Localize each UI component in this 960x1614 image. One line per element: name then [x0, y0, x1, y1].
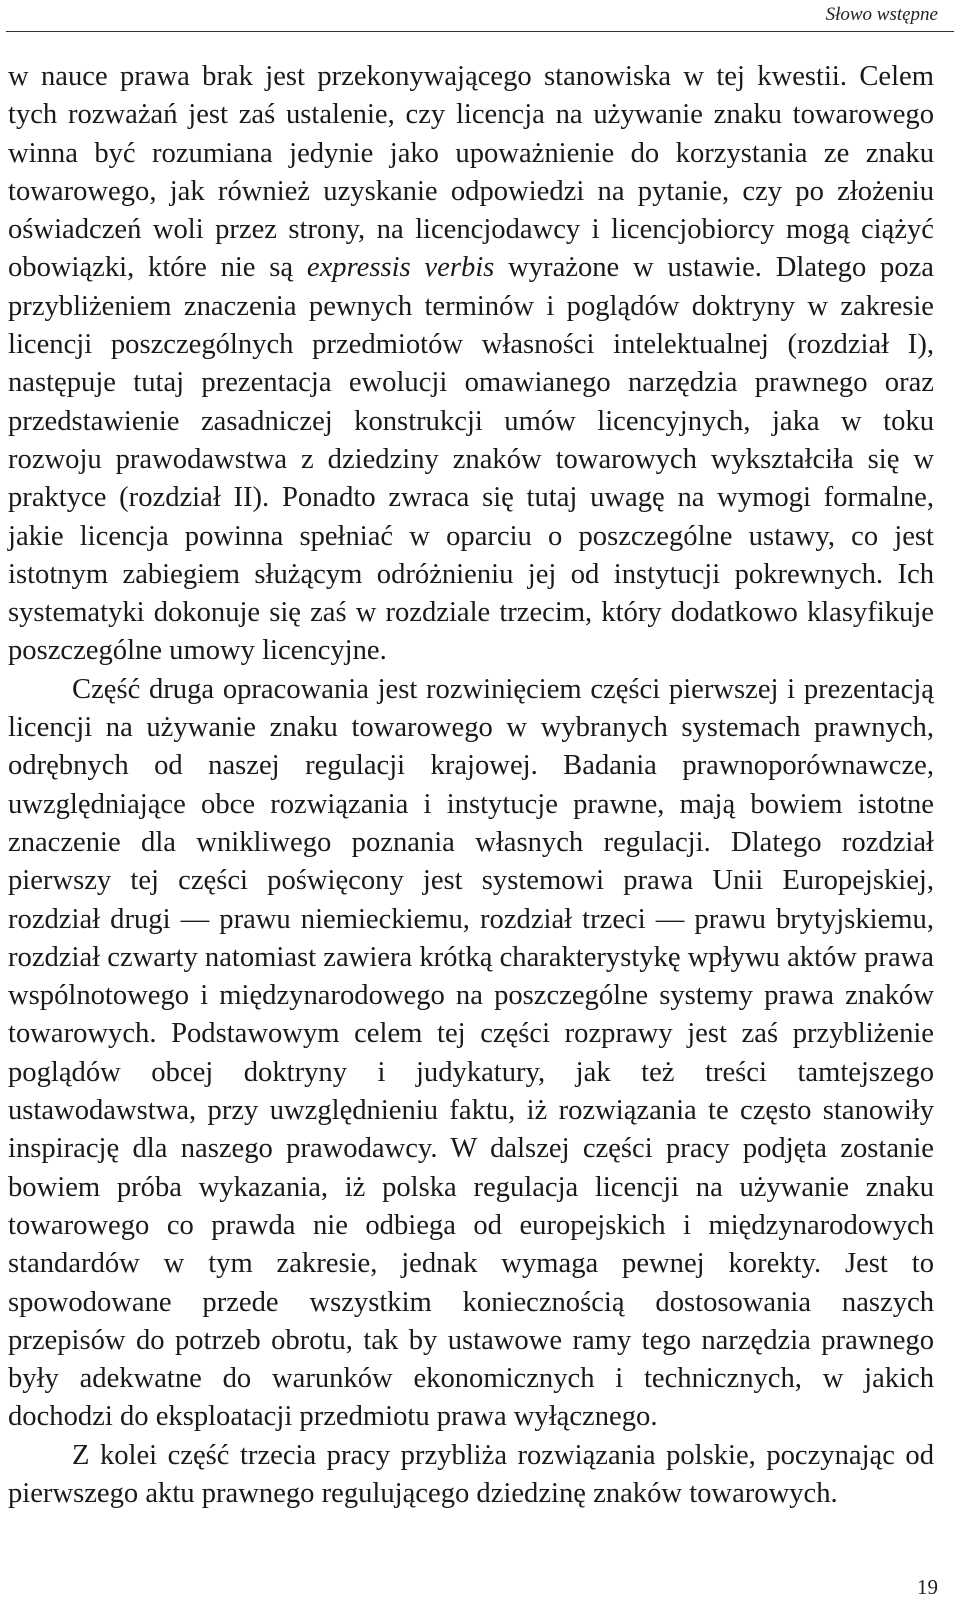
paragraph-1-part-b: wyrażone w ustawie. Dlatego poza przybliżeniem znaczenia pewnych terminów i poglądów doktryny w zakresie licencji poszczególnych przedmiotów własności intelektualnej (rozdział I), następuje tutaj prezentacja ewolucji omawianego narzędzia prawnego oraz przedstawienie zasadniczej konstrukcji umów licencyjnych, jaka w toku rozwoju prawodawstwa z dziedziny znaków towarowych wykształciła się w praktyce (rozdział II). Ponadto zwraca się tutaj uwagę na wymogi formalne, jakie licencja powinna spełniać w oparciu o poszczególne ustawy, co jest istotnym zabiegiem służącym odróżnieniu jej od instytucji pokrewnych. Ich systematyki dokonuje się zaś w rozdziale trzecim, który dodatkowo klasyfikuje poszczególne umowy licencyjne.	[8, 252, 935, 667]
latin-phrase: expressis verbis	[306, 252, 495, 284]
running-head: Słowo wstępne	[825, 4, 938, 25]
paragraph-1-part-a: w nauce prawa brak jest przekonywającego stanowiska w tej kwestii. Celem tych rozważań jest zaś ustalenie, czy licencja na używanie znaku towarowego winna być rozumiana jedynie jako upoważnienie do korzystania ze znaku towarowego, jak również uzyskanie odpowiedzi na pytanie, czy po złożeniu oświadczeń woli przez strony, na licencjodawcy i licencjobiorcy mogą ciążyć obowiązki, które nie są	[8, 61, 934, 284]
paragraph-3: Z kolei część trzecia pracy przybliża rozwiązania polskie, poczynając od pierwszego aktu prawnego regulującego dziedzinę znaków towarowych.	[8, 1439, 934, 1509]
body-text	[8, 58, 934, 1513]
header-rule	[6, 31, 954, 32]
page-number: 19	[917, 1575, 938, 1599]
paragraph-2: Część druga opracowania jest rozwinięciem części pierwszej i prezentacją licencji na używanie znaku towarowego w wybranych systemach prawnych, odrębnych od naszej regulacji krajowej. Badania prawnoporównawcze, uwzględniające obce rozwiązania i instytucje prawne, mają bowiem istotne znaczenie dla wnikliwego poznania własnych regulacji. Dlatego rozdział pierwszy tej części poświęcony jest systemowi prawa Unii Europejskiej, rozdział drugi — prawu niemieckiemu, rozdział trzeci — prawu brytyjskiemu, rozdział czwarty natomiast zawiera krótką charakterystykę wpływu aktów prawa wspólnotowego i międzynarodowego na poszczególne systemy prawa znaków towarowych. Podstawowym celem tej części rozprawy jest zaś przybliżenie poglądów obcej doktryny i judykatury, jak też treści tamtejszego ustawodawstwa, przy uwzględnieniu faktu, iż rozwiązania te często stanowiły inspirację dla naszego prawodawcy. W dalszej części pracy podjęta zostanie bowiem próba wykazania, iż polska regulacja licencji na używanie znaku towarowego co prawda nie odbiega od europejskich i międzynarodowych standardów w tym zakresie, jednak wymaga pewnej korekty. Jest to spowodowane przede wszystkim koniecznością dostosowania naszych przepisów do potrzeb obrotu, tak by ustawowe ramy tego narzędzia prawnego były adekwatne do warunków ekonomicznych i technicznych, w jakich dochodzi do eksploatacji przedmiotu prawa wyłącznego.	[8, 673, 934, 1433]
paragraph-1	[8, 58, 934, 671]
